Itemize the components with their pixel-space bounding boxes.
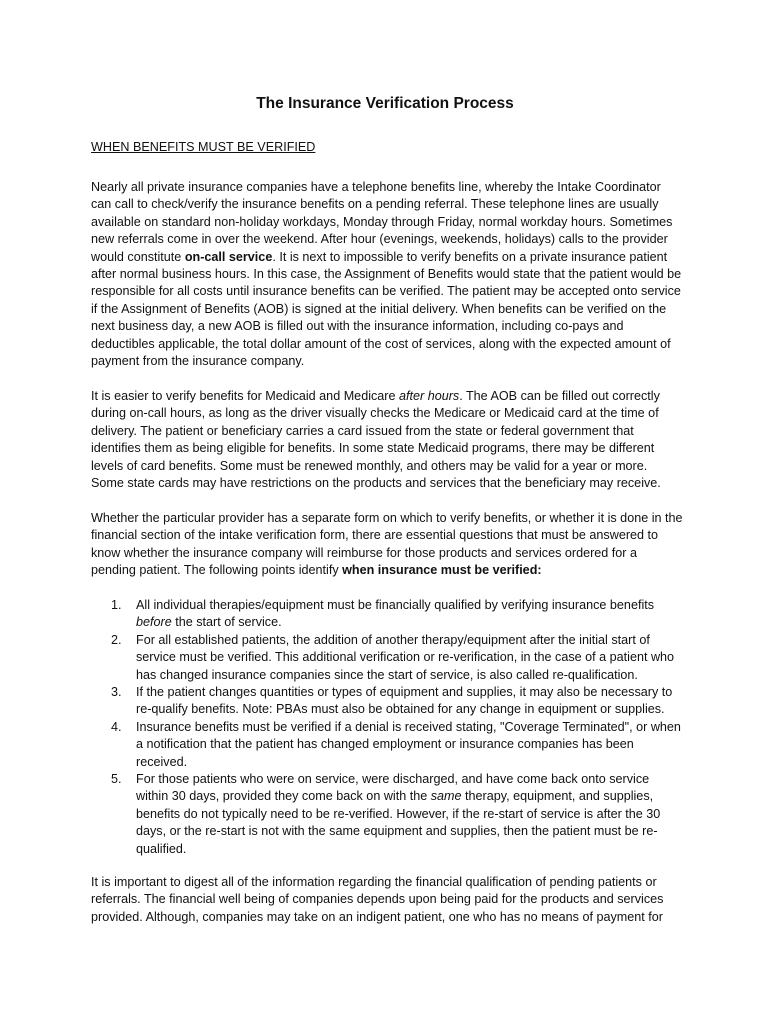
list-text: All individual therapies/equipment must be financially qualified by verifying insurance benefits	[136, 598, 655, 612]
when-verified-term: when insurance must be verified:	[342, 563, 542, 578]
list-text: the start of service.	[171, 615, 282, 630]
list-text: Insurance benefits must be verified if a denial is received stating, "Coverage Terminated", or when a notification that the patient has changed employment or insurance companies has been received.	[136, 719, 681, 769]
after-hours-term: after hours	[399, 389, 460, 403]
list-item	[91, 719, 683, 771]
list-item	[91, 597, 683, 632]
list-emphasis: same	[430, 789, 462, 804]
list-text: If the patient changes quantities or types of equipment and supplies, it may also be necessary to re-qualify benefits. Note: PBAs must also be obtained for any change in equipment or supplies.	[136, 685, 673, 717]
paragraph-text: Nearly all private insurance companies have a telephone benefits line, whereby the Intake Coordinator can call to check/verify the insurance benefits on a pending referral. These telephone lines are usually available on standard non-holiday workdays, Monday through Friday, normal workday hours. Sometimes new referrals come in over the weekend. After hour (evenings, weekends, holidays) calls to the provider would constitute	[91, 180, 673, 264]
list-number: 2.	[111, 632, 122, 647]
paragraph-text: . It is next to impossible to verify benefits on a private insurance patient after normal business hours. In this case, the Assignment of Benefits would state that the patient would be responsible for all costs until insurance benefits can be verified. The patient may be accepted onto service if the Assignment of Benefits (AOB) is signed at the initial delivery. When benefits can be verified on the next business day, a new AOB is filled out with the insurance information, including co-pays and deductibles applicable, the total dollar amount of the cost of services, along with the expected amount of payment from the insurance company.	[91, 249, 682, 369]
list-number: 3.	[111, 685, 122, 700]
list-number: 1.	[111, 598, 122, 612]
paragraph-text: . The AOB can be filled out correctly during on-call hours, as long as the driver visually checks the Medicare or Medicaid card at the time of delivery. The patient or beneficiary carries a card issued from the state or federal government that identifies them as being eligible for benefits. In some state Medicaid programs, there may be different levels of card benefits. Some must be renewed monthly, and others may be valid for a year or more. Some state cards may have restrictions on the products and services that the beneficiary may receive.	[91, 389, 661, 491]
list-item	[91, 771, 683, 858]
paragraph-text: Whether the particular provider has a separate form on which to verify benefits, or whether it is done in the financial section of the intake verification form, there are essential questions that must be answered to know whether the insurance company will reimburse for those products and services ordered for a pending patient. The following points identify	[91, 511, 683, 578]
paragraph-medicaid-medicare	[91, 388, 683, 492]
verification-list	[91, 597, 683, 858]
list-text: For all established patients, the addition of another therapy/equipment after the initial start of service must be verified. This additional verification or re-verification, in the case of a patient who has changed insurance companies since the start of service, is also called re-qualification.	[136, 632, 675, 682]
paragraph-verification-form	[91, 510, 683, 580]
list-text: For those patients who were on service, were discharged, and have come back onto service within 30 days, provided they come back on with the	[136, 772, 650, 804]
list-item	[91, 684, 683, 719]
list-number: 5.	[111, 772, 122, 787]
section-heading: WHEN BENEFITS MUST BE VERIFIED	[91, 140, 316, 154]
paragraph-financial-qualification: It is important to digest all of the information regarding the financial qualification of pending patients or referrals. The financial well being of companies depends upon being paid for the products and services provided. Although, companies may take on an indigent patient, one who has no means of payment for	[91, 875, 664, 924]
paragraph-private-insurance	[91, 179, 683, 370]
page-title: The Insurance Verification Process	[256, 95, 514, 112]
paragraph-text: It is easier to verify benefits for Medicaid and Medicare	[91, 389, 399, 403]
on-call-service-term: on-call service	[184, 249, 273, 264]
list-item	[91, 632, 683, 684]
list-emphasis: before	[136, 615, 172, 630]
list-number: 4.	[111, 719, 122, 734]
list-text: therapy, equipment, and supplies, benefits do not typically need to be re-verified. However, if the re-start of service is after the 30 days, or the re-start is not with the same equipment and supplies, then the patient must be re-qualified.	[136, 789, 661, 856]
